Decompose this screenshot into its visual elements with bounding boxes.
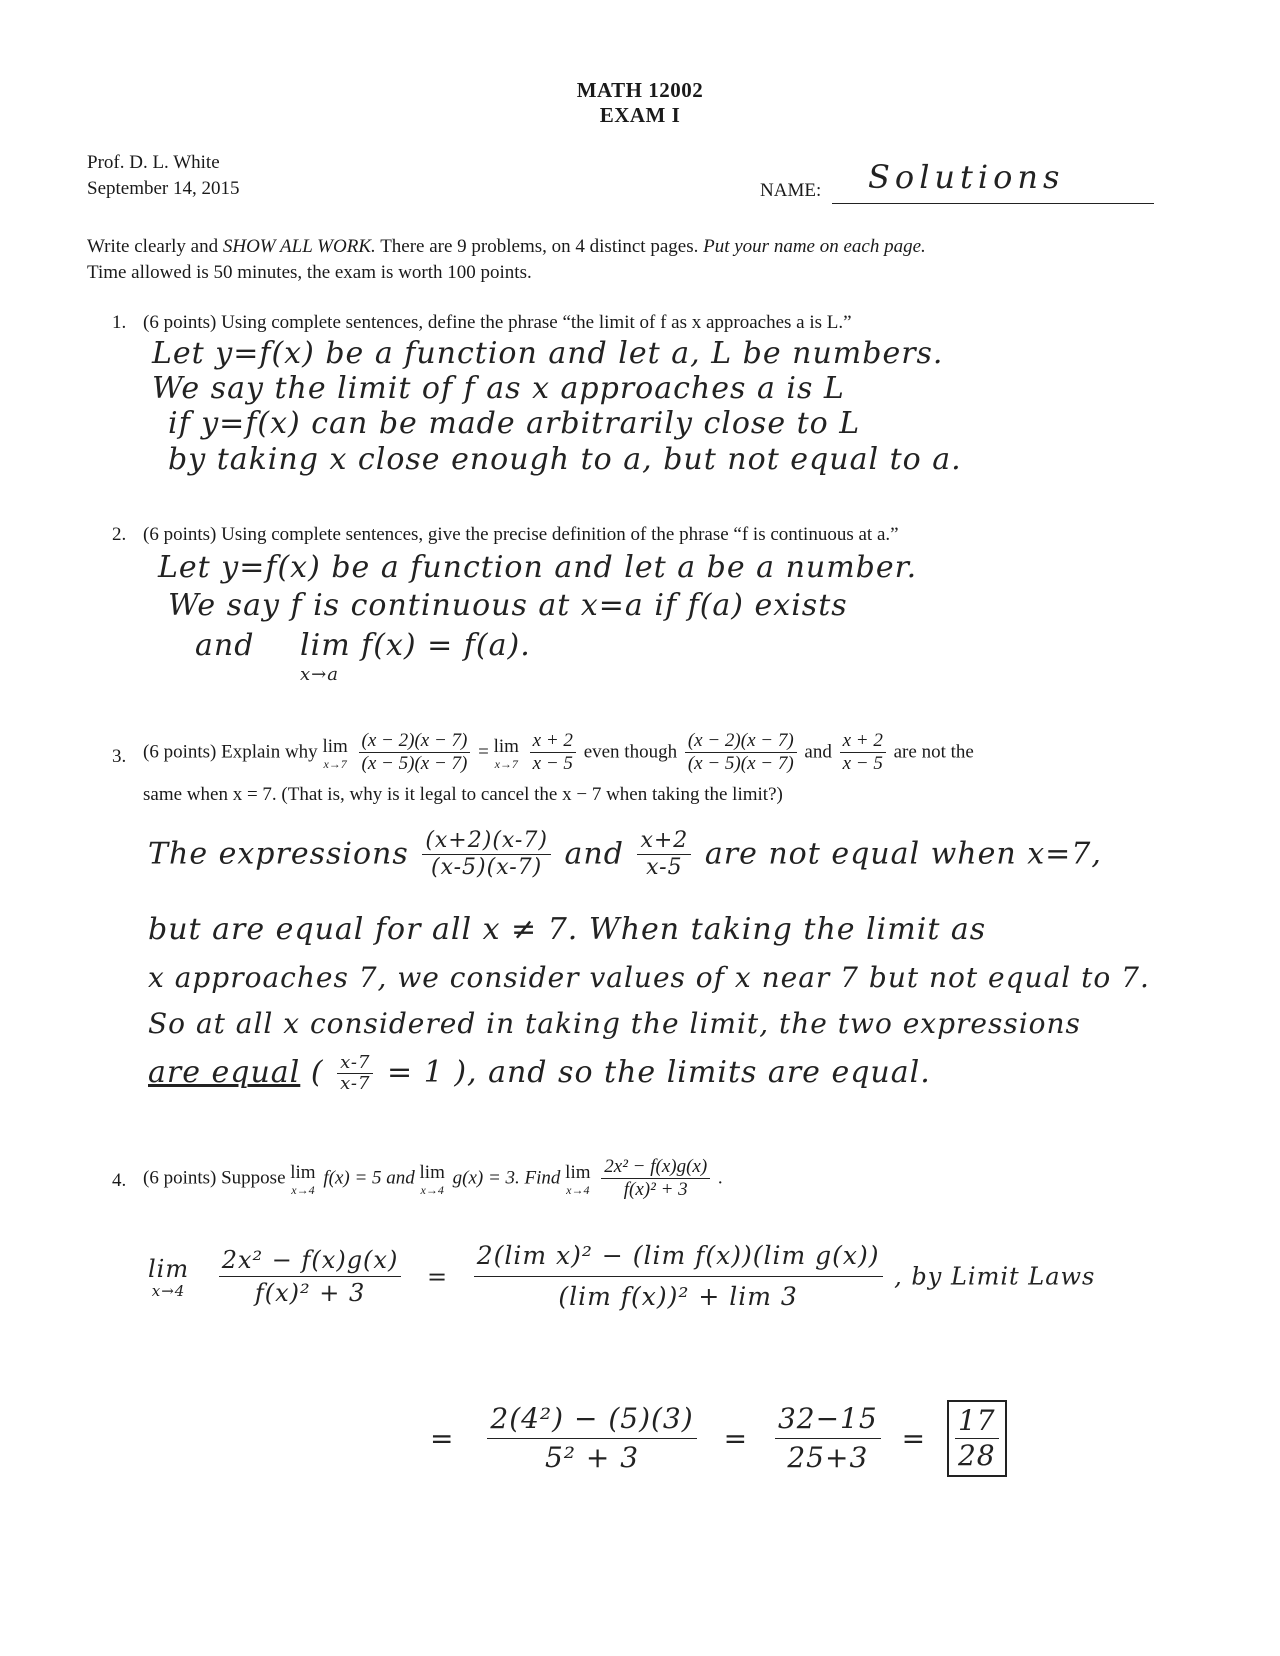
problem-2-answer-line1: Let y=f(x) be a function and let a be a number. bbox=[158, 550, 918, 585]
p4-find-num: 2x² − f(x)g(x) bbox=[601, 1156, 710, 1179]
problem-4-number: 4. bbox=[112, 1170, 127, 1191]
p3-ans-are-equal: are equal bbox=[148, 1055, 301, 1090]
p3-ans-frac3 bbox=[337, 1053, 373, 1094]
p4-find-den: f(x)² + 3 bbox=[623, 1179, 688, 1200]
p3-frac2-num: x + 2 bbox=[530, 730, 576, 753]
problem-3-prompt-line1: (6 points) Explain why lim x→7 $\frac{(x - 2)(x - 7)}{(x - 5)(x - 7)}$ = lim x→7 $\frac{x + 2}{x - 5}$ even though $\frac{(x - 2)(x - 7)}{(x - 5)(x - 7)}$ and $\frac{x + 2}{x - 5}$ are not the bbox=[143, 730, 974, 774]
problem-1-answer-line4: by taking x close enough to a, but not equal to a. bbox=[168, 442, 962, 477]
p4-ans-step2-num: 32−15 bbox=[775, 1400, 881, 1439]
problem-3-answer-line4: So at all x considered in taking the limit, the two expressions bbox=[148, 1007, 1081, 1040]
exam-date: September 14, 2015 bbox=[87, 178, 240, 199]
p3-are-not-the: are not the bbox=[893, 741, 974, 763]
instr-d: Put your name on each page. bbox=[703, 236, 926, 257]
p4-suppose: (6 points) Suppose bbox=[143, 1167, 286, 1189]
p4-final-den: 28 bbox=[957, 1439, 996, 1472]
p4-ans-step2 bbox=[775, 1400, 881, 1477]
p3-lim2-word: lim bbox=[493, 735, 519, 757]
p3-ans-frac2-num: x+2 bbox=[637, 828, 691, 855]
p3-ans-frac1 bbox=[422, 828, 551, 881]
problem-2-prompt: (6 points) Using complete sentences, give the precise definition of the phrase “f is continuous at a.” bbox=[143, 524, 899, 545]
name-line bbox=[832, 203, 1154, 204]
problem-2-answer-line2: We say f is continuous at x=a if f(a) exists bbox=[168, 588, 848, 623]
problem-1-answer-line1: Let y=f(x) be a function and let a, L be numbers. bbox=[152, 336, 944, 371]
problem-2-answer-limit: lim f(x) = f(a). bbox=[300, 628, 531, 663]
p4-ans-lhs-num: 2x² − f(x)g(x) bbox=[219, 1244, 402, 1277]
p4-lim1 bbox=[290, 1162, 315, 1196]
p4-f-eq: f(x) = 5 and bbox=[323, 1167, 415, 1189]
problem-3-number: 3. bbox=[112, 746, 127, 767]
p4-lim1-sub: x→4 bbox=[291, 1182, 315, 1197]
problem-3-prompt-line2: same when x = 7. (That is, why is it legal to cancel the x − 7 when taking the limit?) bbox=[143, 784, 783, 805]
instructions-line1 bbox=[87, 236, 1187, 258]
p3-frac1-den: (x − 5)(x − 7) bbox=[361, 753, 468, 774]
p3-explain: (6 points) Explain why bbox=[143, 741, 318, 763]
p4-ans-step-num: 2(4²) − (5)(3) bbox=[487, 1400, 696, 1439]
p3-lim1-word: lim bbox=[322, 735, 348, 757]
course-title: MATH 12002 bbox=[576, 78, 704, 102]
instr-a: Write clearly and bbox=[87, 236, 219, 257]
problem-4-answer-line2: = $\frac{\text{2(4²) − (5)(3)}}{\text{5² + 3}}$ = $\frac{32-15}{25+3}$ = $\frac{17}{28}$ bbox=[430, 1400, 1010, 1477]
p4-lim3-sub: x→4 bbox=[566, 1182, 590, 1197]
p3-ans-frac2 bbox=[637, 828, 691, 881]
p4-ans-by-laws: , by Limit Laws bbox=[894, 1262, 1096, 1291]
problem-3-answer-line5: are equal ( $\frac{x-7}{x-7}$ = 1 ), and so the limits are equal. bbox=[148, 1051, 931, 1094]
p3-ans-frac2-den: x-5 bbox=[646, 855, 683, 880]
p4-lim3-word: lim bbox=[565, 1161, 591, 1183]
problem-3-answer-line1 bbox=[148, 828, 1102, 881]
p3-ans-frac1-num: (x+2)(x-7) bbox=[422, 828, 551, 855]
p3-ans-and: and bbox=[564, 836, 624, 872]
p3-frac3 bbox=[685, 730, 797, 775]
problem-4-answer-line1: lim x→4 $\frac{\text{2x² − f(x)g(x)}}{\text{f(x)² + 3}}$ = $\frac{\text{2(lim x)² − (lim f(x))(lim g(x))}}{\text{(lim f(x))² + lim 3}}$ , by Limit Laws bbox=[148, 1236, 1095, 1317]
problem-1-prompt: (6 points) Using complete sentences, define the phrase “the limit of f as x approaches a is L.” bbox=[143, 312, 852, 333]
problem-1-number: 1. bbox=[112, 312, 127, 333]
p4-lim2-sub: x→4 bbox=[420, 1182, 444, 1197]
p3-frac1 bbox=[359, 730, 471, 775]
p3-ans-limits-equal: ), and so the limits are equal. bbox=[454, 1055, 931, 1090]
p4-ans-step2-den: 25+3 bbox=[787, 1441, 869, 1474]
p3-ans-not-equal: are not equal when x=7, bbox=[704, 836, 1102, 872]
p4-ans-lim-sub: x→4 bbox=[151, 1281, 186, 1300]
p3-ans-eq-one: = 1 bbox=[387, 1055, 444, 1090]
p3-frac4-den: x − 5 bbox=[842, 753, 883, 774]
p3-ans-frac3-den: x-7 bbox=[340, 1072, 371, 1094]
p4-lim3 bbox=[565, 1162, 590, 1196]
p4-ans-step bbox=[487, 1400, 696, 1477]
p3-lim1 bbox=[322, 736, 347, 770]
p3-ans-expressions: The expressions bbox=[148, 836, 409, 872]
p3-even-though: even though bbox=[583, 741, 678, 763]
p3-and: and bbox=[804, 741, 832, 763]
p4-ans-mid-num: 2(lim x)² − (lim f(x))(lim g(x)) bbox=[474, 1236, 883, 1277]
instr-c: There are 9 problems, on 4 distinct pages. bbox=[380, 236, 699, 257]
p3-frac4 bbox=[840, 730, 886, 775]
p4-ans-lhs-den: f(x)² + 3 bbox=[254, 1279, 366, 1307]
p4-final-num: 17 bbox=[955, 1404, 999, 1439]
p3-lim1-sub: x→7 bbox=[323, 756, 347, 771]
problem-3-answer-line3: x approaches 7, we consider values of x near 7 but not equal to 7. bbox=[148, 961, 1150, 994]
problem-3-answer-line2: but are equal for all x ≠ 7. When taking the limit as bbox=[148, 912, 987, 947]
p3-frac1-num: (x − 2)(x − 7) bbox=[359, 730, 471, 753]
p3-lim2-sub: x→7 bbox=[494, 756, 518, 771]
exam-title: EXAM I bbox=[599, 103, 681, 127]
p3-lim2 bbox=[494, 736, 519, 770]
p3-ans-frac3-num: x-7 bbox=[337, 1053, 373, 1074]
problem-2-answer-and: and bbox=[195, 628, 255, 663]
problem-1-answer-line2: We say the limit of f as x approaches a is L bbox=[152, 371, 845, 406]
p4-lim1-word: lim bbox=[290, 1161, 316, 1183]
problem-2-answer-limit-sub: x→a bbox=[300, 664, 339, 685]
p3-ans-frac1-den: (x-5)(x-7) bbox=[431, 855, 543, 880]
p4-ans-lim-word: lim bbox=[148, 1254, 190, 1283]
p4-find-frac bbox=[601, 1156, 710, 1201]
p4-ans-step-den: 5² + 3 bbox=[544, 1441, 640, 1474]
problem-1-answer-line3: if y=f(x) can be made arbitrarily close to L bbox=[168, 406, 861, 441]
p4-lim2-word: lim bbox=[419, 1161, 445, 1183]
p3-frac2 bbox=[530, 730, 576, 775]
p4-final-answer bbox=[947, 1400, 1007, 1477]
p3-frac3-den: (x − 5)(x − 7) bbox=[687, 753, 794, 774]
problem-4-prompt: (6 points) Suppose lim x→4 f(x) = 5 and lim x→4 g(x) = 3. Find lim x→4 $\frac{\text{2x² − f(x)g(x)}}{\text{f(x)² + 3}}$ . bbox=[143, 1156, 723, 1200]
p3-frac4-num: x + 2 bbox=[840, 730, 886, 753]
instr-b: SHOW ALL WORK. bbox=[222, 236, 376, 257]
p4-lim2 bbox=[420, 1162, 445, 1196]
p4-ans-mid bbox=[474, 1236, 883, 1317]
p4-ans-lim bbox=[148, 1255, 189, 1299]
instructions-line2: Time allowed is 50 minutes, the exam is worth 100 points. bbox=[87, 262, 532, 283]
name-label: NAME: bbox=[760, 180, 822, 201]
professor: Prof. D. L. White bbox=[87, 152, 220, 173]
p4-ans-lhs bbox=[219, 1244, 402, 1309]
p3-frac2-den: x − 5 bbox=[532, 753, 573, 774]
p3-frac3-num: (x − 2)(x − 7) bbox=[685, 730, 797, 753]
p4-g-eq: g(x) = 3. Find bbox=[452, 1167, 561, 1189]
problem-2-number: 2. bbox=[112, 524, 127, 545]
name-value: Solutions bbox=[868, 158, 1065, 196]
p4-ans-mid-den: (lim f(x))² + lim 3 bbox=[558, 1282, 798, 1311]
